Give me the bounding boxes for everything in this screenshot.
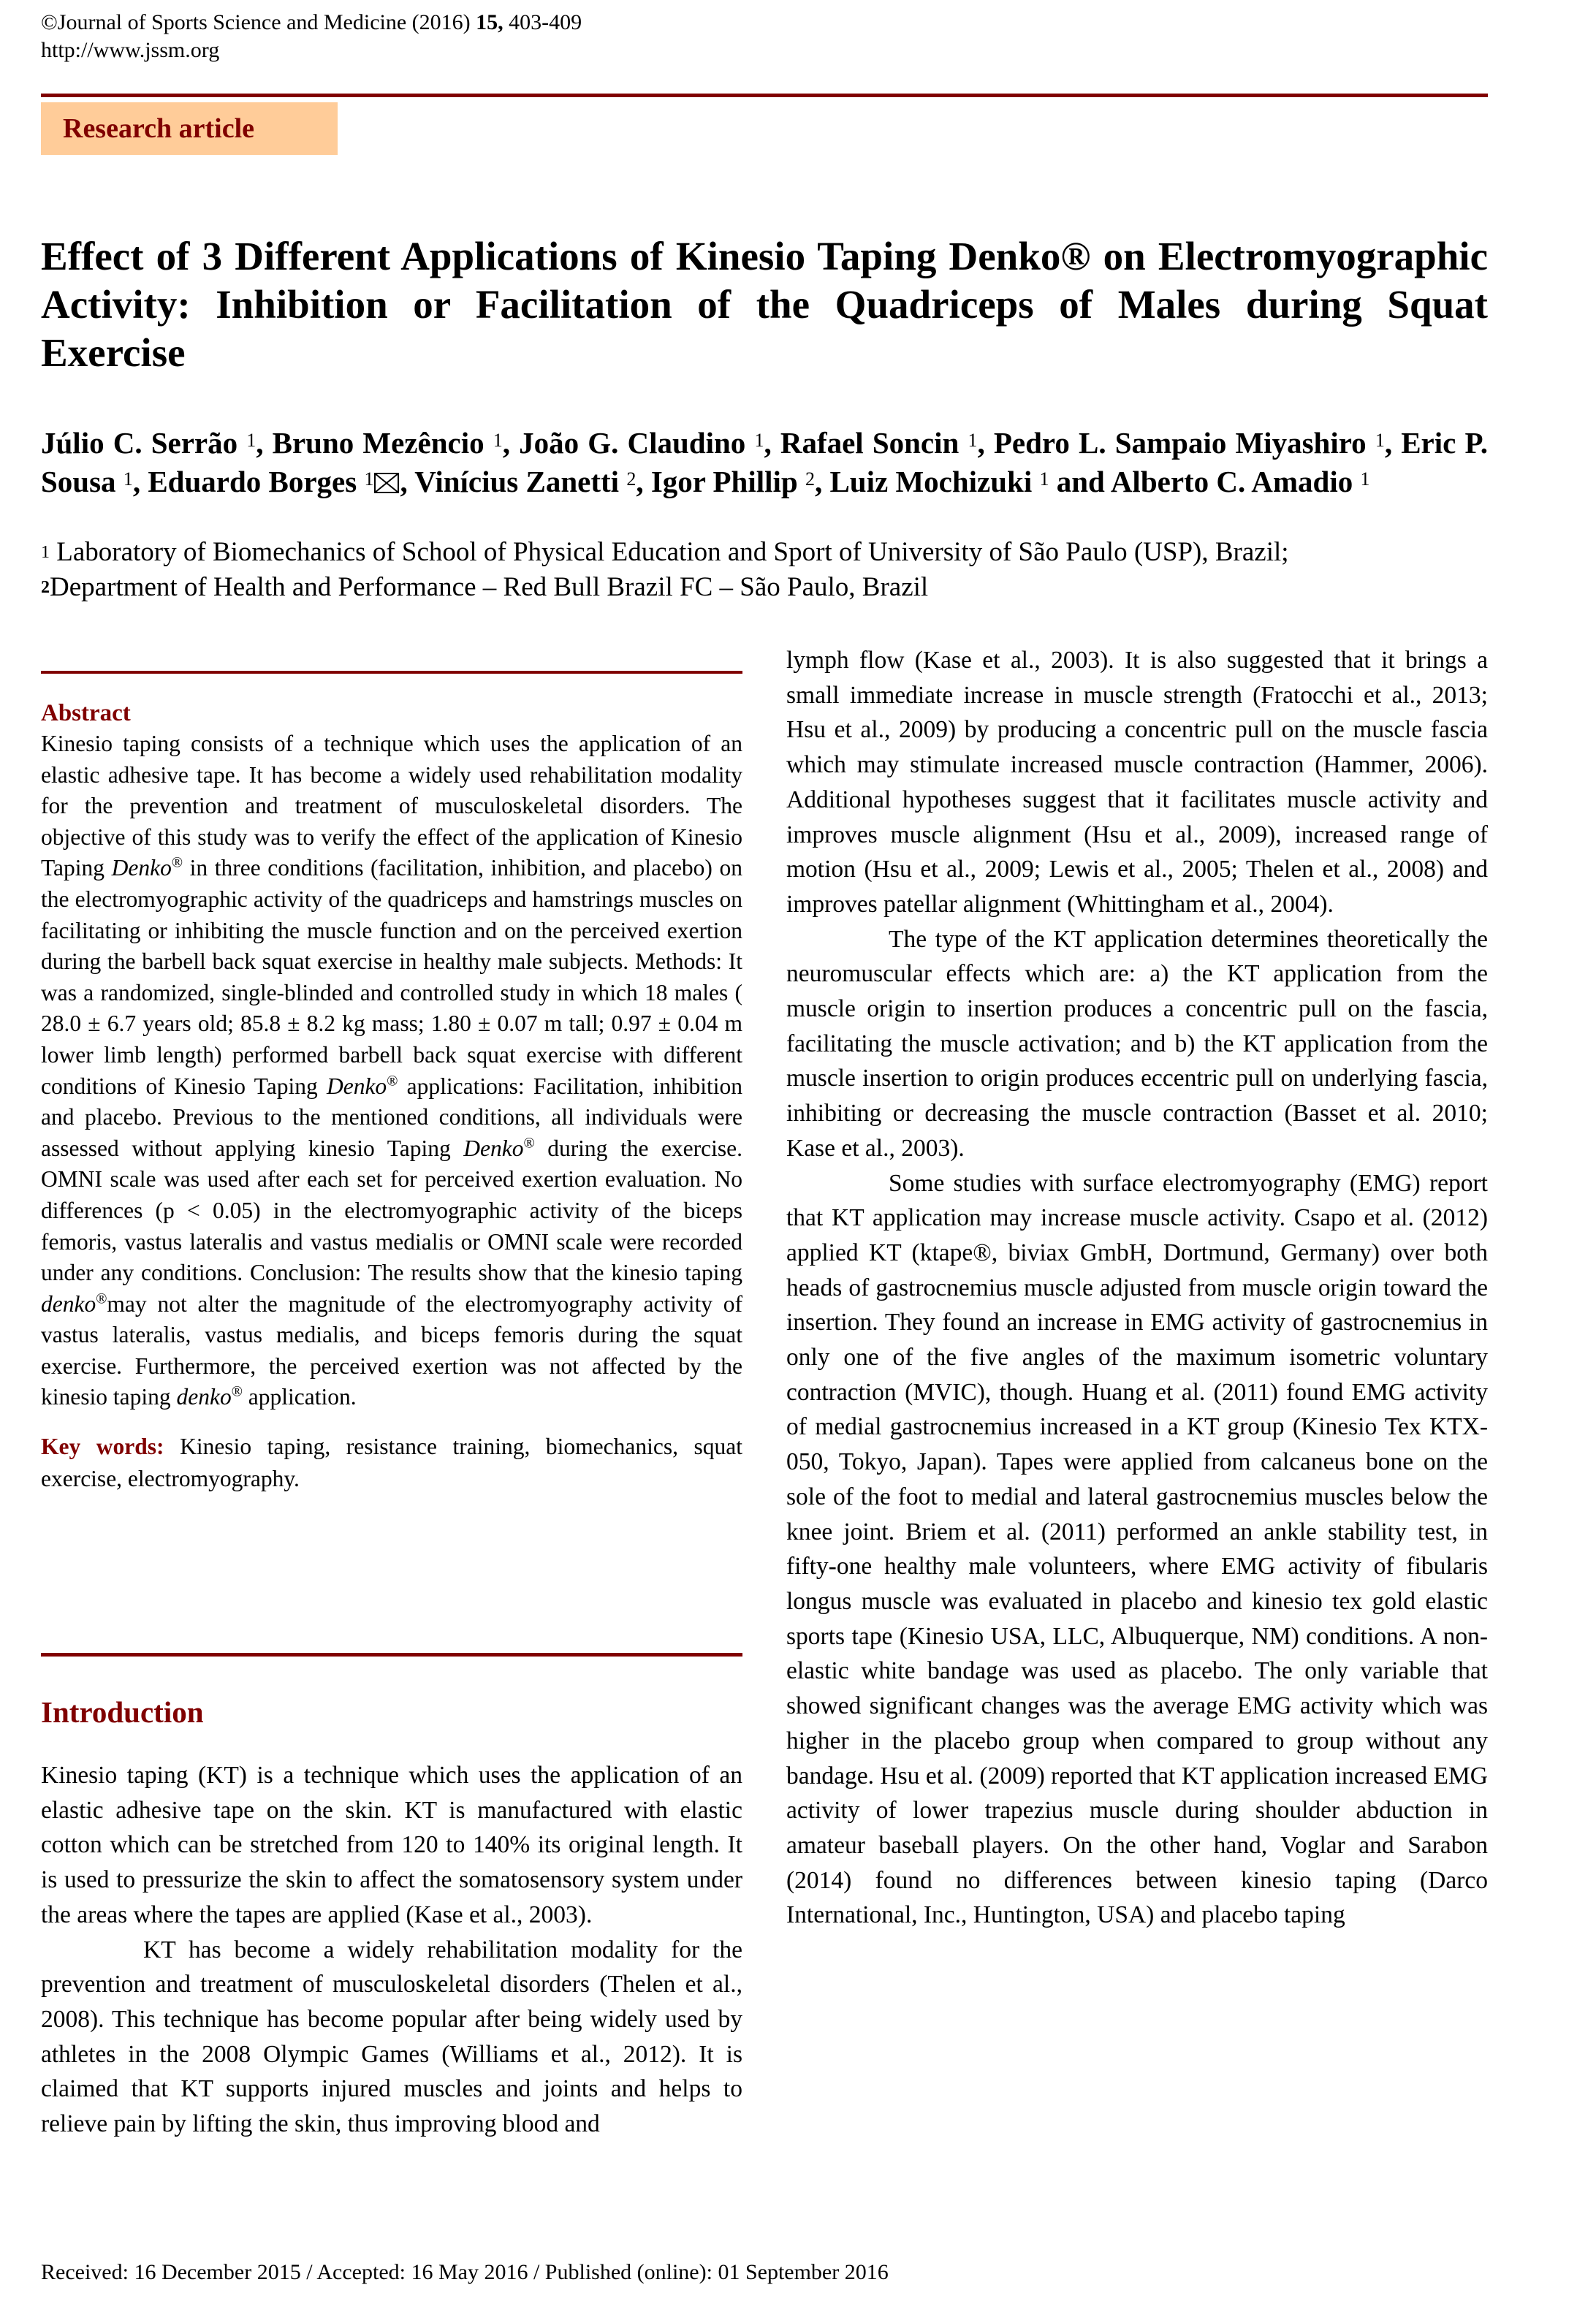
author-name: Igor Phillip (650, 465, 805, 498)
journal-pages: 403-409 (503, 10, 582, 34)
article-type-text: Research article (63, 113, 255, 144)
abstract-segment: applications: Facilitation, inhibition and placebo. Previous to the mentioned conditions, all individuals were assessed without applying kinesio Taping (41, 1073, 742, 1161)
affiliation-text: Laboratory of Biomechanics of School of Physical Education and Sport of University of São Paulo (USP), Brazil; (50, 537, 1289, 567)
author-name: Luiz Mochizuki (829, 465, 1040, 498)
author-separator: , (502, 426, 520, 460)
author-name: Eric P. Sousa (41, 426, 1488, 498)
brand-italic: Denko (463, 1135, 524, 1161)
affiliation-2 (41, 570, 1488, 605)
journal-citation (41, 9, 582, 37)
keywords-text: Kinesio taping, resistance training, biomechanics, squat exercise, electromyography. (41, 1434, 742, 1492)
affiliation-number: 2 (41, 578, 50, 597)
author-separator: , (400, 465, 415, 498)
abstract-segment: in three conditions (facilitation, inhibition, and placebo) on the electromyographic activity of the quadriceps and hamstrings muscles on facilitating or inhibiting the muscle function and on the perceived exertion during the barbell back squat exercise in healthy male subjects. Methods: It was a randomized, single-blinded and controlled study in which 18 males ( 28.0 ± 6.7 years old; 85.8 ± 8.2 kg mass; 1.80 ± 0.07 m tall; 0.97 ± 0.04 m lower limb length) performed barbell back squat exercise with different conditions of Kinesio Taping (41, 855, 742, 1099)
author-name: Júlio C. Serrão (41, 426, 247, 460)
intro-paragraph: lymph flow (Kase et al., 2003). It is also suggested that it brings a small immediate increase in muscle strength (Fratocchi et al., 2013; Hsu et al., 2009) by producing a concentric pull on the muscle fascia which may stimulate increased muscle contraction (Hammer, 2006). Additional hypotheses suggest that it facilitates muscle activity and improves muscle alignment (Hsu et al., 2009), increased range of motion (Hsu et al., 2009; Lewis et al., 2005; Thelen et al., 2008) and improves patellar alignment (Whittingham et al., 2004). (786, 647, 1488, 918)
abstract-heading: Abstract (41, 700, 131, 726)
author-name: Pedro L. Sampaio Miyashiro (993, 426, 1375, 460)
author-separator: , (636, 465, 651, 498)
author-separator: , (814, 465, 830, 498)
abstract-segment: application. (242, 1384, 357, 1410)
keywords-label: Key words: (41, 1434, 164, 1460)
author-list (41, 424, 1488, 501)
intro-paragraph: KT has become a widely rehabilitation modality for the prevention and treatment of musculoskeletal disorders (Thelen et al., 2008). This technique has become popular after being widely used by athletes in the 2008 Olympic Games (Williams et al., 2012). It is claimed that KT supports injured muscles and joints and helps to relieve pain by lifting the skin, thus improving blood and (41, 1936, 742, 2138)
header-rule (41, 94, 1488, 97)
article-title: Effect of 3 Different Applications of Kinesio Taping Denko® on Electromyographic Activity: Inhibition or Facilitation of the Quadriceps of Males during Squat Exercise (41, 234, 1488, 375)
author-separator: , (977, 426, 994, 460)
journal-name: ©Journal of Sports Science and Medicine (2016) (41, 10, 476, 34)
article-type-label (41, 102, 338, 155)
author-affiliation-number: 1 (364, 468, 374, 490)
registered-mark: ® (523, 1135, 535, 1152)
brand-italic: Denko (326, 1073, 387, 1099)
abstract-segment: during the exercise. OMNI scale was used after each set for perceived exertion evaluation. No differences (p < 0.05) in the electromyographic activity of the biceps femoris, vastus lateralis and vastus medialis or OMNI scale were recorded under any conditions. Conclusion: The results show that the kinesio taping (41, 1135, 742, 1286)
brand-italic: denko (176, 1384, 232, 1410)
author-affiliation-number: 1 (1375, 430, 1385, 451)
author-affiliation-number: 1 (123, 468, 133, 490)
abstract-text (41, 729, 742, 1413)
envelope-icon[interactable] (373, 465, 400, 487)
affiliation-1 (41, 535, 1488, 570)
author-affiliation-number: 1 (1039, 468, 1049, 490)
author-name: João G. Claudino (519, 426, 755, 460)
author-affiliation-number: 1 (1360, 468, 1370, 490)
introduction-left (41, 1694, 742, 2142)
intro-paragraph: Kinesio taping (KT) is a technique which uses the application of an elastic adhesive tape on the skin. KT is manufactured with elastic cotton which can be stretched from 120 to 140% its original length. It is used to pressurize the skin to affect the somatosensory system under the areas where the tapes are applied (Kase et al., 2003). (41, 1762, 742, 1928)
abstract-top-rule (41, 671, 742, 674)
left-column (41, 698, 742, 1495)
intro-paragraph: Some studies with surface electromyography (EMG) report that KT application may increase muscle activity. Csapo et al. (2012) applied KT (ktape®, biviax GmbH, Dortmund, Germany) over both heads of gastrocnemius muscle adjusted from muscle origin toward the insertion. They found an increase in EMG activity of gastrocnemius in only one of the five angles of the maximum isometric voluntary contraction (MVIC), though. Huang et al. (2011) found EMG activity of medial gastrocnemius increased in a KT group (Kinesio Tex KTX-050, Tokyo, Japan). Tapes were applied from calcaneus bone on the sole of the foot to medial and lateral gastrocnemius muscles below the knee joint. Briem et al. (2011) performed an ankle stability test, in fifty-one healthy male volunteers, where EMG activity of fibularis longus muscle was evaluated in placebo and kinesio tex gold elastic sports tape (Kinesio USA, LLC, Albuquerque, NM) conditions. A non-elastic white bandage was used as placebo. The only variable that showed significant changes was the average EMG activity which was higher in the placebo group when compared to group without any bandage. Hsu et al. (2009) reported that KT application increased EMG activity of lower trapezius muscle during shoulder abduction in amateur baseball players. On the other hand, Voglar and Sarabon (2014) found no differences between kinesio taping (Darco International, Inc., Huntington, USA) and placebo taping (786, 1169, 1488, 1929)
intro-paragraph: The type of the KT application determines theoretically the neuromuscular effects which are: a) the KT application from the muscle origin to insertion produces a concentric pull on the fascia, facilitating the muscle activation; and b) the KT application from the muscle insertion to origin produces eccentric pull on underlying fascia, inhibiting or decreasing the muscle contraction (Basset et al. 2010; Kase et al., 2003). (786, 925, 1488, 1162)
keywords-bottom-rule (41, 1653, 742, 1657)
keywords (41, 1431, 742, 1495)
author-name: Alberto C. Amadio (1110, 465, 1361, 498)
registered-mark: ® (96, 1290, 107, 1307)
author-affiliation-number: 1 (968, 430, 978, 451)
affiliations (41, 535, 1488, 605)
abstract-segment: may not alter the magnitude of the electromyography activity of vastus lateralis, vastus medialis, and biceps femoris during the squat exercise. Furthermore, the perceived exertion was not affected by the kinesio taping (41, 1290, 742, 1410)
author-name: Vinícius Zanetti (414, 465, 627, 498)
author-name: Eduardo Borges (148, 465, 365, 498)
author-separator: , (764, 426, 780, 460)
journal-url[interactable]: http://www.jssm.org (41, 38, 220, 62)
author-affiliation-number: 2 (626, 468, 636, 490)
author-affiliation-number: 1 (493, 430, 503, 451)
author-separator: , (132, 465, 148, 498)
author-affiliation-number: 1 (246, 430, 256, 451)
abstract-segment: Kinesio taping consists of a technique which uses the application of an elastic adhesive tape. It has become a widely used rehabilitation modality for the prevention and treatment of musculoskeletal disorders. The objective of this study was to verify the effect of the application of Kinesio Taping (41, 731, 742, 881)
author-separator: and (1049, 465, 1111, 498)
author-separator: , (1384, 426, 1402, 460)
publication-dates: Received: 16 December 2015 / Accepted: 16 May 2016 / Published (online): 01 September 2016 (41, 2260, 889, 2284)
registered-mark: ® (231, 1383, 243, 1400)
brand-italic: Denko (111, 855, 172, 881)
affiliation-text: Department of Health and Performance – Red Bull Brazil FC – São Paulo, Brazil (50, 572, 929, 602)
right-column (786, 643, 1488, 1933)
author-name: Rafael Soncin (780, 426, 968, 460)
author-affiliation-number: 1 (754, 430, 764, 451)
author-name: Bruno Mezêncio (272, 426, 493, 460)
author-separator: , (256, 426, 273, 460)
registered-mark: ® (387, 1073, 398, 1089)
journal-volume: 15, (476, 10, 503, 34)
introduction-heading: Introduction (41, 1695, 204, 1729)
brand-italic: denko (41, 1290, 96, 1317)
affiliation-number: 1 (41, 543, 50, 562)
author-affiliation-number: 2 (805, 468, 815, 490)
registered-mark: ® (171, 854, 183, 871)
